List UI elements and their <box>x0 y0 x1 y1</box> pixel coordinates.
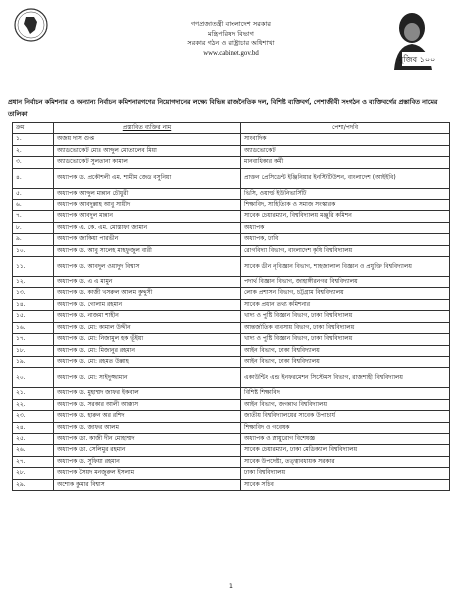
row-profession: জাতীয় বিশ্ববিদ্যালয়ের সাবেক উপাচার্য <box>241 411 450 422</box>
row-profession: পদার্থ বিজ্ঞান বিভাগ, জাহাঙ্গীরনগর বিশ্ববিদ্যালয় <box>241 277 450 288</box>
row-name: অধ্যাপক ড. মো: মিজানুর রহমান <box>54 345 241 356</box>
row-name: অধ্যাপক ড. সুফিয়া রহমান <box>54 456 241 467</box>
table-row <box>13 134 450 145</box>
row-serial: ১. <box>13 134 54 145</box>
row-profession: অধ্যাপক, ঢাবি <box>241 234 450 245</box>
table-row <box>13 188 450 199</box>
table-row <box>13 245 450 256</box>
header-serial: ক্রম <box>13 123 54 134</box>
row-name: অ্যাডভোকেট সুলতানা কামাল <box>54 157 241 168</box>
row-name: অধ্যাপক ড. প্রকৌশলী এম. শামীম জেড বসুনিয়া <box>54 168 241 188</box>
row-serial: ২১. <box>13 388 54 399</box>
row-serial: ৮. <box>13 222 54 233</box>
row-profession: বিশিষ্ট শিক্ষাবিদ <box>241 388 450 399</box>
row-serial: ৪. <box>13 168 54 188</box>
row-name: অধ্যাপক জাকিয়া পারভীন <box>54 234 241 245</box>
row-name: অধ্যাপক ড. হারুন অর রশিদ <box>54 411 241 422</box>
letterhead-line-1: গণপ্রজাতন্ত্রী বাংলাদেশ সরকার <box>190 20 272 28</box>
table-row <box>13 277 450 288</box>
row-profession: সাংবাদিক <box>241 134 450 145</box>
website-link[interactable]: www.cabinet.gov.bd <box>203 49 259 57</box>
row-name: অ্যাডভোকেট মোঃ আব্দুল মোতালেব মিয়া <box>54 145 241 156</box>
row-serial: ২৭. <box>13 456 54 467</box>
table-row <box>13 422 450 433</box>
row-name: অধ্যাপক ড. গোলাম রহমান <box>54 299 241 310</box>
row-name: অধ্যাপক ড. কাজী খসরুল আলম কুদ্দুসী <box>54 288 241 299</box>
row-profession: প্রাক্তন প্রেসিডেন্ট ইঞ্জিনিয়ার ইনস্টিটিউশন, বাংলাদেশ (আইইবি) <box>241 168 450 188</box>
row-name: অধ্যাপক ড. সরকার আলী আক্কাস <box>54 399 241 410</box>
letterhead-line-3: সরকার গঠন ও রাষ্ট্রাচার অধিশাখা <box>187 39 275 48</box>
row-serial: ১৭. <box>13 334 54 345</box>
table-row <box>13 334 450 345</box>
table-row <box>13 433 450 444</box>
row-serial: ১৪. <box>13 299 54 310</box>
row-name: অধ্যাপক ড. নাজমা শাহীন <box>54 311 241 322</box>
row-serial: ২৬. <box>13 445 54 456</box>
table-row <box>13 368 450 388</box>
row-serial: ১২. <box>13 277 54 288</box>
table-row <box>13 157 450 168</box>
row-serial: ১৯. <box>13 356 54 367</box>
row-serial: ১৬. <box>13 322 54 333</box>
row-profession: একাউন্টিং এন্ড ইনফরমেশন সিস্টেমস বিভাগ, রাজশাহী বিশ্ববিদ্যালয় <box>241 368 450 388</box>
row-name: অধ্যাপক এ. কে. এম. মোস্তাফা জামান <box>54 222 241 233</box>
table-row <box>13 200 450 211</box>
row-profession: শিক্ষাবিদ ও গবেষক <box>241 422 450 433</box>
table-row <box>13 299 450 310</box>
row-name: অধ্যাপক সৈয়দ মনজুরুল ইসলাম <box>54 468 241 479</box>
table-row <box>13 356 450 367</box>
page-number: 1 <box>228 582 234 590</box>
row-name: অধ্যাপক ড. আবদুল ওয়াদুদ বিশ্বাস <box>54 257 241 277</box>
row-profession: সাবেক ডীন নৃবিজ্ঞান বিভাগ, শাহজালাল বিজ্ঞান ও প্রযুক্তি বিশ্ববিদ্যালয় <box>241 257 450 277</box>
row-profession: সাবেক উপদেষ্টা, তত্ত্বাবধায়ক সরকার <box>241 456 450 467</box>
header-name: প্রস্তাবিত ব্যক্তির নাম <box>54 123 241 134</box>
row-name: অধ্যাপক আবদুল্লাহ আবু সায়ীদ <box>54 200 241 211</box>
row-serial: ২৩. <box>13 411 54 422</box>
table-row <box>13 345 450 356</box>
row-name: অধ্যাপক ড. এ এ মামুন <box>54 277 241 288</box>
row-name: অধ্যাপক ড. জাফর আলম <box>54 422 241 433</box>
row-profession: ভিসি, ওয়ার্ল্ড ইউনিভার্সিটি <box>241 188 450 199</box>
row-name: অধ্যাপক ড. আবু সালেহ মাহফুজুল বারী <box>54 245 241 256</box>
row-serial: ২৪. <box>13 422 54 433</box>
row-profession: অ্যাডভোকেট <box>241 145 450 156</box>
row-serial: ২. <box>13 145 54 156</box>
row-name: অধ্যাপক ড. মো: রহমত উল্লাহ <box>54 356 241 367</box>
row-name: অধ্যাপক ড. মো: কামাল উদ্দীন <box>54 322 241 333</box>
table-row <box>13 411 450 422</box>
row-profession: শিক্ষাবিদ, সাহিত্যিক ও সমাজ সংস্কারক <box>241 200 450 211</box>
row-profession: সাবেক চেয়ারম্যান, বিশ্ববিদ্যালয় মঞ্জুরি কমিশন <box>241 211 450 222</box>
table-row <box>13 234 450 245</box>
row-profession: সাবেক চেয়ারম্যান, ঢাকা মেডিক্যাল বিশ্ববিদ্যালয় <box>241 445 450 456</box>
row-serial: ২৫. <box>13 433 54 444</box>
row-name: অধ্যাপক ড. মো: নিজামুল হক ভূঁইয়া <box>54 334 241 345</box>
row-name: অধ্যাপক ড. মুহাম্মদ জাফর ইকবাল <box>54 388 241 399</box>
row-profession: অধ্যাপক ও স্নায়ুরোগ বিশেষজ্ঞ <box>241 433 450 444</box>
row-serial: ২২. <box>13 399 54 410</box>
row-profession: ঢাকা বিশ্ববিদ্যালয় <box>241 468 450 479</box>
row-serial: ২০. <box>13 368 54 388</box>
row-serial: ৬. <box>13 200 54 211</box>
row-profession: আইন বিভাগ, ঢাকা বিশ্ববিদ্যালয় <box>241 356 450 367</box>
row-profession: সাবেক সচিব <box>241 479 450 490</box>
row-serial: ৭. <box>13 211 54 222</box>
row-profession: মানবাধিকার কর্মী <box>241 157 450 168</box>
row-profession: খাদ্য ও পুষ্টি বিজ্ঞান বিভাগ, ঢাকা বিশ্ববিদ্যালয় <box>241 311 450 322</box>
row-name: অশোক কুমার বিশ্বাস <box>54 479 241 490</box>
table-row <box>13 211 450 222</box>
table-row <box>13 222 450 233</box>
letterhead <box>0 0 462 84</box>
table-row <box>13 388 450 399</box>
table-row <box>13 468 450 479</box>
row-name: অধ্যাপক আবদুল মান্নান <box>54 211 241 222</box>
row-profession: খাদ্য ও পুষ্টি বিজ্ঞান বিভাগ, ঢাকা বিশ্ববিদ্যালয় <box>241 334 450 345</box>
table-row <box>13 145 450 156</box>
row-name: অজয় দাস গুপ্ত <box>54 134 241 145</box>
table-row <box>13 399 450 410</box>
row-name: অধ্যাপক ডা. সেলিমুর রহমান <box>54 445 241 456</box>
row-serial: ৯. <box>13 234 54 245</box>
row-profession: আইন বিভাগ, ঢাকা বিশ্ববিদ্যালয় <box>241 345 450 356</box>
table-row <box>13 311 450 322</box>
table-row <box>13 168 450 188</box>
row-name: অধ্যাপক ড. মো: সাইদুজ্জামান <box>54 368 241 388</box>
table-row <box>13 257 450 277</box>
mujib-100-logo-icon <box>386 8 436 70</box>
row-serial: ২৮. <box>13 468 54 479</box>
table-row <box>13 445 450 456</box>
nominee-table <box>12 122 450 491</box>
table-row <box>13 456 450 467</box>
row-serial: ১৮. <box>13 345 54 356</box>
row-serial: ৩. <box>13 157 54 168</box>
row-serial: ৫. <box>13 188 54 199</box>
row-profession: আন্তর্জাতিক ব্যবসায় বিভাগ, ঢাকা বিশ্ববিদ্যালয় <box>241 322 450 333</box>
letterhead-line-2: মন্ত্রিপরিষদ বিভাগ <box>207 29 254 38</box>
row-serial: ১৩. <box>13 288 54 299</box>
row-name: অধ্যাপক ডা. কাজী দীন মোহাম্মদ <box>54 433 241 444</box>
row-serial: ১০. <box>13 245 54 256</box>
row-serial: ১১. <box>13 257 54 277</box>
row-name: অধ্যাপক আব্দুল মান্নান চৌধুরী <box>54 188 241 199</box>
row-profession: লোক প্রশাসন বিভাগ, চট্টগ্রাম বিশ্ববিদ্যালয় <box>241 288 450 299</box>
row-serial: ১৫. <box>13 311 54 322</box>
row-serial: ২৯. <box>13 479 54 490</box>
table-header-row <box>13 123 450 134</box>
header-profession: পেশা/পদবি <box>241 123 450 134</box>
table-row <box>13 288 450 299</box>
row-profession: অধ্যাপক <box>241 222 450 233</box>
document-title: প্রধান নির্বাচন কমিশনার ও অন্যান্য নির্বাচন কমিশনারগণের নিয়োগদানের লক্ষ্যে বিভিন্ন রাজনৈতিক দল, বিশিষ্ট ব্যক্তিবর্গ, পেশাজীবী সংগঠন ও ব্যক্তিবর্গের প্রস্তাবিত নামের তালিকা <box>8 98 438 118</box>
row-profession: সাবেক প্রধান তথ্য কমিশনার <box>241 299 450 310</box>
svg-text:মুজিব ১০০: মুজিব ১০০ <box>398 55 436 64</box>
table-row <box>13 322 450 333</box>
row-profession: রোগবিদ্যা বিভাগ, বাংলাদেশ কৃষি বিশ্ববিদ্যালয় <box>241 245 450 256</box>
row-profession: আইন বিভাগ, জগন্নাথ বিশ্ববিদ্যালয় <box>241 399 450 410</box>
table-row <box>13 479 450 490</box>
